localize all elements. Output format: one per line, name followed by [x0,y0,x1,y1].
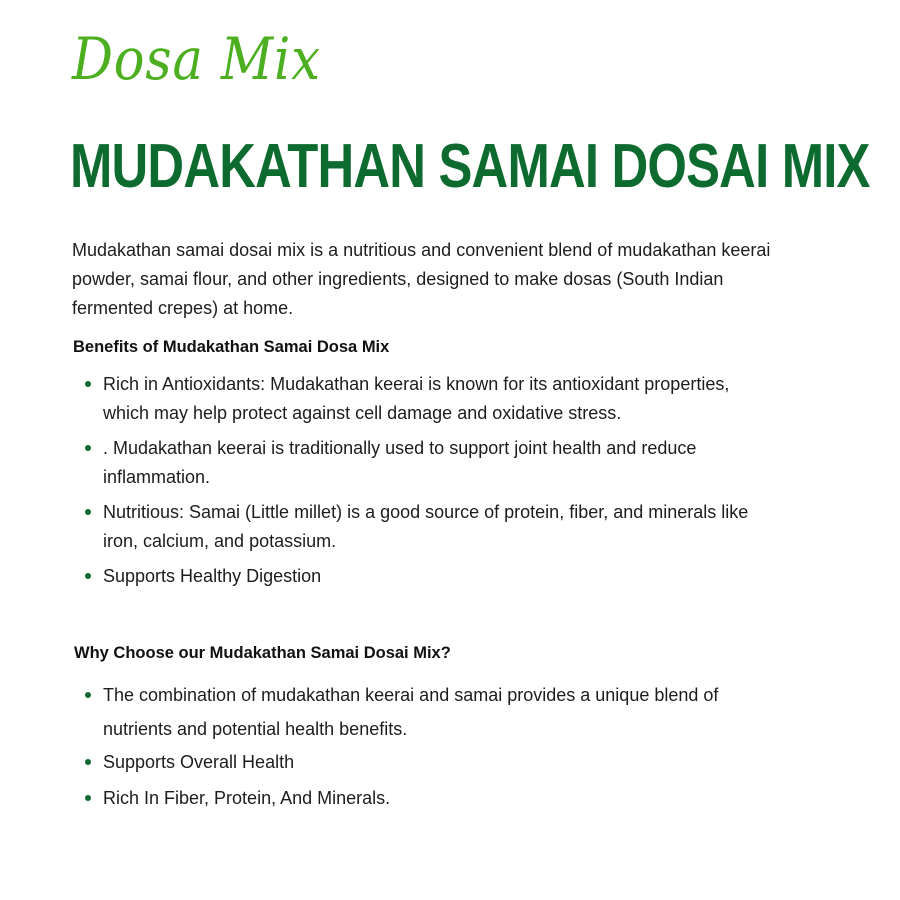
list-item-text: Supports Overall Health [103,752,295,772]
list-item-text: Nutritious: Samai (Little millet) is a good source of protein, fiber, and minerals like iron, calcium, and potassium. [103,502,749,551]
bullet-icon [85,692,91,698]
list-item [73,784,773,813]
list-item-text: Rich in Antioxidants: Mudakathan keerai is known for its antioxidant properties, which may help protect against cell damage and oxidative stress. [103,374,730,423]
list-item [73,434,773,491]
page-title: MUDAKATHAN SAMAI DOSAI MIX [70,132,870,201]
list-item-text: . Mudakathan keerai is traditionally used to support joint health and reduce inflammation. [103,438,697,487]
bullet-icon [85,445,91,451]
bullet-icon [85,759,91,765]
bullet-icon [85,795,91,801]
why-choose-list [73,678,773,819]
list-item-text: The combination of mudakathan keerai and samai provides a unique blend of nutrients and potential health benefits. [103,685,719,739]
bullet-icon [85,573,91,579]
list-item [73,370,773,427]
list-item-text: Rich In Fiber, Protein, And Minerals. [103,787,391,808]
list-item [73,498,773,555]
benefits-heading: Benefits of Mudakathan Samai Dosa Mix [73,338,390,356]
intro-paragraph: Mudakathan samai dosai mix is a nutritious and convenient blend of mudakathan keerai powder, samai flour, and other ingredients, designed to make dosas (South Indian fermented crepes) at home. [72,240,771,318]
list-item [73,678,773,746]
bullet-icon [85,509,91,515]
why-choose-heading: Why Choose our Mudakathan Samai Dosai Mix? [74,644,451,662]
list-item-text: Supports Healthy Digestion [103,566,322,586]
list-item [73,562,773,591]
benefits-list [73,370,773,598]
brand-title: Dosa Mix [72,25,321,93]
bullet-icon [85,381,91,387]
list-item [73,748,773,777]
